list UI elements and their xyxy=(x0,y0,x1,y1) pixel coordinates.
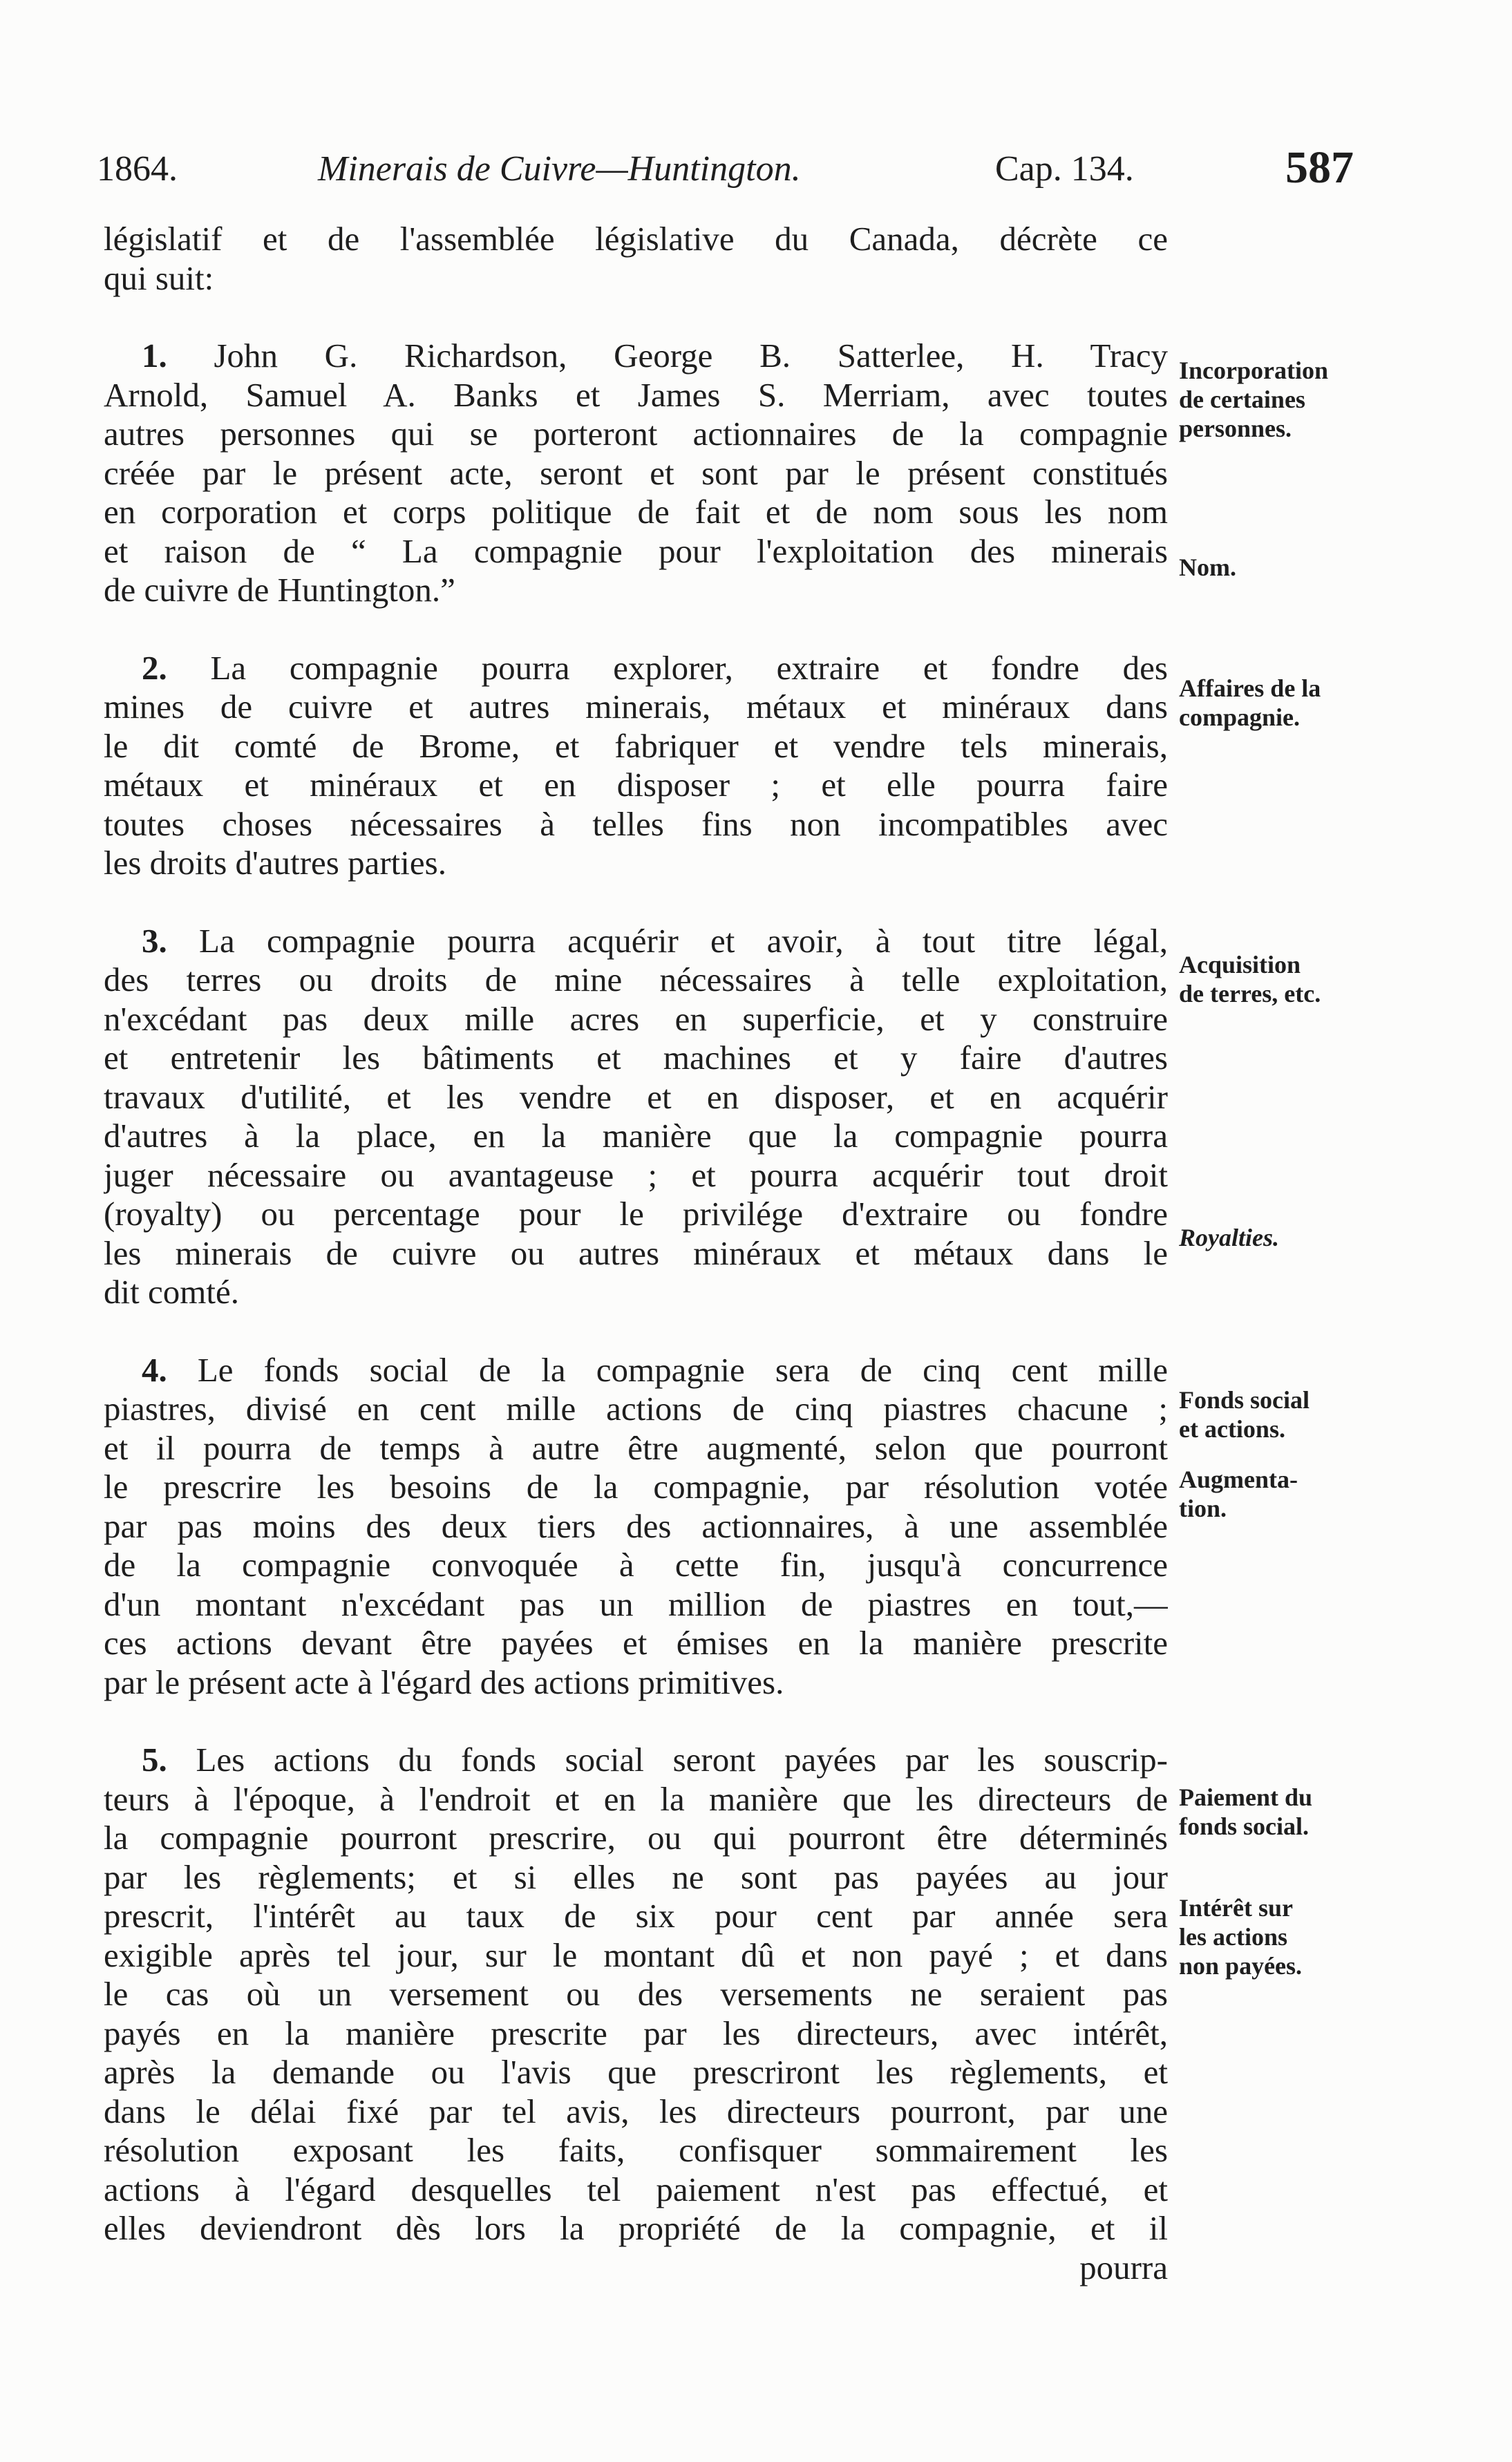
text-line: par le présent acte à l'égard des actions primitives. xyxy=(104,1663,784,1701)
header-chapter: Cap. 134. xyxy=(995,149,1134,189)
text-line: législatif et de l'assemblée législative du Canada, décrète ce xyxy=(104,220,1168,258)
text-line: ces actions devant être payées et émises en la manière prescrite xyxy=(104,1624,1168,1662)
text-line: par les règlements; et si elles ne sont pas payées au jour xyxy=(104,1857,1168,1896)
text-line: toutes choses nécessaires à telles fins non incompatibles avec xyxy=(104,804,1168,843)
section-1-first-line: 1. John G. Richardson, George B. Satterlee, H. Tracy xyxy=(142,337,1168,375)
section-3-first-line: 3. La compagnie pourra acquérir et avoir, à tout titre légal, xyxy=(142,921,1168,960)
section-number: 3. xyxy=(142,921,167,960)
margin-note-paiement: Paiement du fonds social. xyxy=(1179,1783,1312,1840)
catchword: pourra xyxy=(1079,2248,1168,2286)
text-line: et raison de “ La compagnie pour l'exploitation des minerais xyxy=(104,531,1168,570)
running-header xyxy=(97,142,1375,197)
text-line: juger nécessaire ou avantageuse ; et pourra acquérir tout droit xyxy=(104,1155,1168,1194)
text-line: elles deviendront dès lors la propriété de la compagnie, et il xyxy=(104,2209,1168,2247)
text-line: piastres, divisé en cent mille actions de cinq piastres chacune ; xyxy=(104,1390,1168,1428)
text-line: dit comté. xyxy=(104,1273,239,1311)
text-line: et entretenir les bâtiments et machines et y faire d'autres xyxy=(104,1039,1168,1077)
text-line: Arnold, Samuel A. Banks et James S. Merriam, avec toutes xyxy=(104,375,1168,414)
page-number: 587 xyxy=(1285,142,1354,193)
text-line: n'excédant pas deux mille acres en superficie, et y construire xyxy=(104,999,1168,1038)
text-line: de la compagnie convoquée à cette fin, jusqu'à concurrence xyxy=(104,1546,1168,1584)
section-number: 4. xyxy=(142,1350,167,1389)
text-line: créée par le présent acte, seront et sont par le présent constitués xyxy=(104,453,1168,492)
text-line: le dit comté de Brome, et fabriquer et vendre tels minerais, xyxy=(104,726,1168,765)
margin-note-nom: Nom. xyxy=(1179,553,1236,581)
text-line: autres personnes qui se porteront actionnaires de la compagnie xyxy=(104,415,1168,453)
margin-note-affaires: Affaires de la compagnie. xyxy=(1179,674,1321,731)
text-line: de cuivre de Huntington.” xyxy=(104,571,455,609)
text-line: le cas où un versement ou des versements ne seraient pas xyxy=(104,1975,1168,2013)
text-line: (royalty) ou percentage pour le privilége d'extraire ou fondre xyxy=(104,1195,1168,1233)
section-number: 2. xyxy=(142,648,167,687)
text-line: métaux et minéraux et en disposer ; et elle pourra faire xyxy=(104,766,1168,804)
text-line: les droits d'autres parties. xyxy=(104,844,446,882)
margin-note-interet: Intérêt sur les actions non payées. xyxy=(1179,1894,1303,1980)
text-line: après la demande ou l'avis que prescriront les règlements, et xyxy=(104,2053,1168,2091)
text-line: teurs à l'époque, à l'endroit et en la manière que les directeurs de xyxy=(104,1779,1168,1818)
text-line: mines de cuivre et autres minerais, métaux et minéraux dans xyxy=(104,688,1168,726)
text-line: travaux d'utilité, et les vendre et en disposer, et en acquérir xyxy=(104,1077,1168,1116)
text-line: les minerais de cuivre ou autres minéraux et métaux dans le xyxy=(104,1233,1168,1272)
text-line: par pas moins des deux tiers des actionnaires, à une assemblée xyxy=(104,1506,1168,1545)
text-line: actions à l'égard desquelles tel paiement n'est pas effectué, et xyxy=(104,2170,1168,2208)
main-text xyxy=(104,220,1168,2287)
text-line: le prescrire les besoins de la compagnie, par résolution votée xyxy=(104,1468,1168,1506)
text-line: qui suit: xyxy=(104,258,214,297)
section-4-first-line: 4. Le fonds social de la compagnie sera de cinq cent mille xyxy=(142,1350,1168,1389)
text-line: payés en la manière prescrite par les directeurs, avec intérêt, xyxy=(104,2014,1168,2052)
text-line: dans le délai fixé par tel avis, les directeurs pourront, par une xyxy=(104,2092,1168,2130)
section-2-first-line: 2. La compagnie pourra explorer, extraire et fondre des xyxy=(142,648,1168,687)
text-line: exigible après tel jour, sur le montant dû et non payé ; et dans xyxy=(104,1935,1168,1974)
header-year: 1864. xyxy=(97,149,178,189)
text-line: et il pourra de temps à autre être augmenté, selon que pourront xyxy=(104,1428,1168,1467)
margin-note-acquisition: Acquisition de terres, etc. xyxy=(1179,951,1321,1007)
text-line: d'un montant n'excédant pas un million de piastres en tout,— xyxy=(104,1584,1168,1623)
margin-note-fonds-social: Fonds social et actions. xyxy=(1179,1386,1310,1443)
text-line: résolution exposant les faits, confisquer sommairement les xyxy=(104,2131,1168,2169)
text-line: la compagnie pourront prescrire, ou qui pourront être déterminés xyxy=(104,1819,1168,1857)
header-title: Minerais de Cuivre—Huntington. xyxy=(318,149,801,189)
section-number: 5. xyxy=(142,1741,167,1779)
margin-note-augmentation: Augmenta- tion. xyxy=(1179,1466,1298,1522)
text-line: des terres ou droits de mine nécessaires à telle exploitation, xyxy=(104,960,1168,998)
section-number: 1. xyxy=(142,337,167,375)
text-line: d'autres à la place, en la manière que la compagnie pourra xyxy=(104,1117,1168,1155)
section-5-first-line: 5. Les actions du fonds social seront payées par les souscrip- xyxy=(142,1741,1168,1779)
text-line: prescrit, l'intérêt au taux de six pour cent par année sera xyxy=(104,1897,1168,1935)
margin-note-royalties: Royalties. xyxy=(1179,1224,1279,1251)
margin-note-incorporation: Incorporation de certaines personnes. xyxy=(1179,357,1328,442)
text-line: en corporation et corps politique de fait et de nom sous les nom xyxy=(104,493,1168,531)
